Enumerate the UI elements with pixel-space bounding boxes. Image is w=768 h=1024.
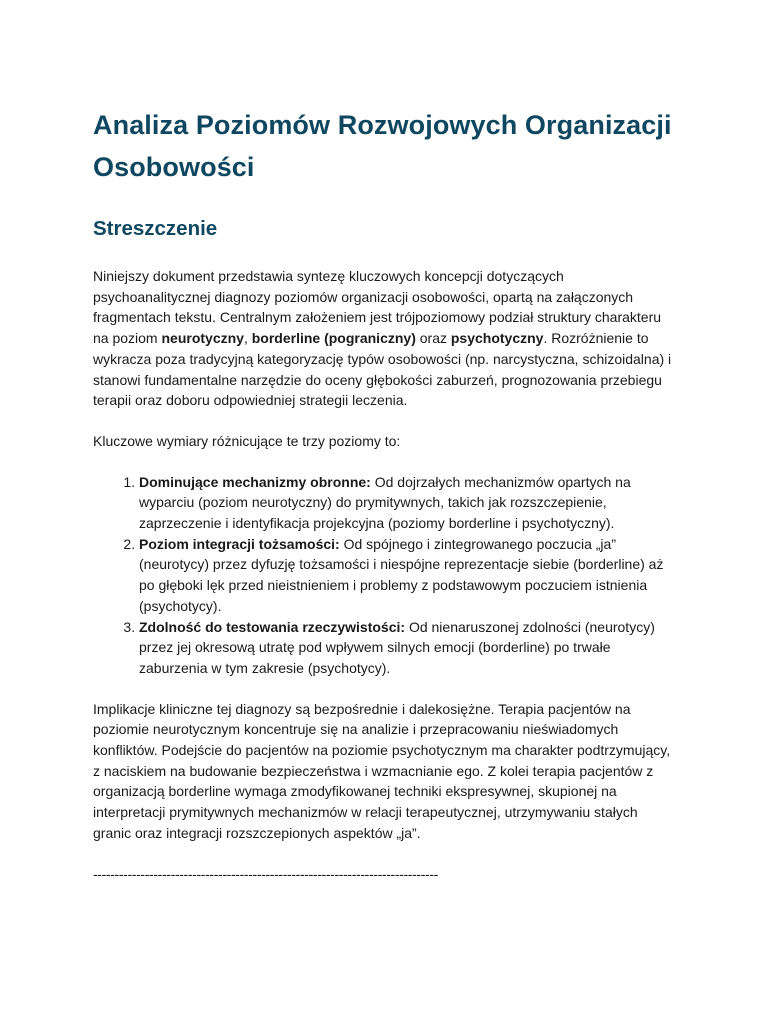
- list-item: [139, 534, 676, 617]
- list-item-text: Od nienaruszonej zdolności (neurotycy) przez jej okresową utratę pod wpływem silnych emocji (borderline) po trwałe zaburzenia w tym zakresie (psychotycy).: [139, 618, 655, 676]
- dimensions-intro: Kluczowe wymiary różnicujące te trzy poziomy to:: [93, 432, 401, 449]
- dimensions-list: [93, 472, 676, 679]
- intro-separator-2: oraz: [415, 330, 451, 347]
- term-neurotic: neurotyczny: [161, 330, 244, 347]
- term-psychotic: psychotyczny: [450, 330, 544, 347]
- document-title: Analiza Poziomów Rozwojowych Organizacji Osobowości: [93, 110, 672, 182]
- list-item: [139, 617, 676, 679]
- list-item-text: Od spójnego i zintegrowanego poczucia „ja” (neurotycy) przez dyfuzję tożsamości i niespójne reprezentacje siebie (borderline) aż po głęboki lęk przed nieistnieniem i problemy z podstawowym poczuciem istnienia (psychotycy).: [139, 535, 664, 614]
- intro-paragraph: [93, 266, 676, 411]
- list-item-label: Poziom integracji tożsamości:: [139, 535, 340, 552]
- implications-paragraph: Implikacje kliniczne tej diagnozy są bezpośrednie i dalekosiężne. Terapia pacjentów na poziomie neurotycznym koncentruje się na analizie i przepracowaniu nieświadomych konfliktów. Podejście do pacjentów na poziomie psychotycznym ma charakter podtrzymujący, z naciskiem na budowanie bezpieczeństwa i wzmacnianie ego. Z kolei terapia pacjentów z organizacją borderline wymaga zmodyfikowanej techniki ekspresywnej, skupionej na interpretacji prymitywnych mechanizmów w relacji terapeutycznej, utrzymywaniu stałych granic oraz integracji rozszczepionych aspektów „ja”.: [93, 700, 671, 841]
- term-borderline: borderline (pograniczny): [251, 330, 416, 347]
- intro-text-a: Niniejszy dokument przedstawia syntezę kluczowych koncepcji dotyczących psychoanalitycznej diagnozy poziomów organizacji osobowości, opartą na załączonych fragmentach tekstu. Centralnym założeniem jest trójpoziomowy podział struktury charakteru na poziom: [93, 268, 662, 347]
- list-item: [139, 472, 676, 534]
- section-heading: Streszczenie: [93, 217, 218, 240]
- dashed-separator: --------------------------------------------------------------------------------: [93, 865, 438, 882]
- list-item-label: Zdolność do testowania rzeczywistości:: [139, 618, 406, 635]
- intro-text-b: . Rozróżnienie to wykracza poza tradycyjną kategoryzację typów osobowości (np. narcystyczna, schizoidalna) i stanowi fundamentalne narzędzie do oceny głębokości zaburzeń, prognozowania przebiegu terapii oraz doboru odpowiedniej strategii leczenia.: [93, 330, 672, 409]
- list-item-text: Od dojrzałych mechanizmów opartych na wyparciu (poziom neurotyczny) do prymitywnych, takich jak rozszczepienie, zaprzeczenie i identyfikacja projekcyjna (poziomy borderline i psychotyczny).: [139, 473, 631, 532]
- list-item-label: Dominujące mechanizmy obronne:: [139, 473, 371, 490]
- intro-separator-1: ,: [243, 330, 252, 347]
